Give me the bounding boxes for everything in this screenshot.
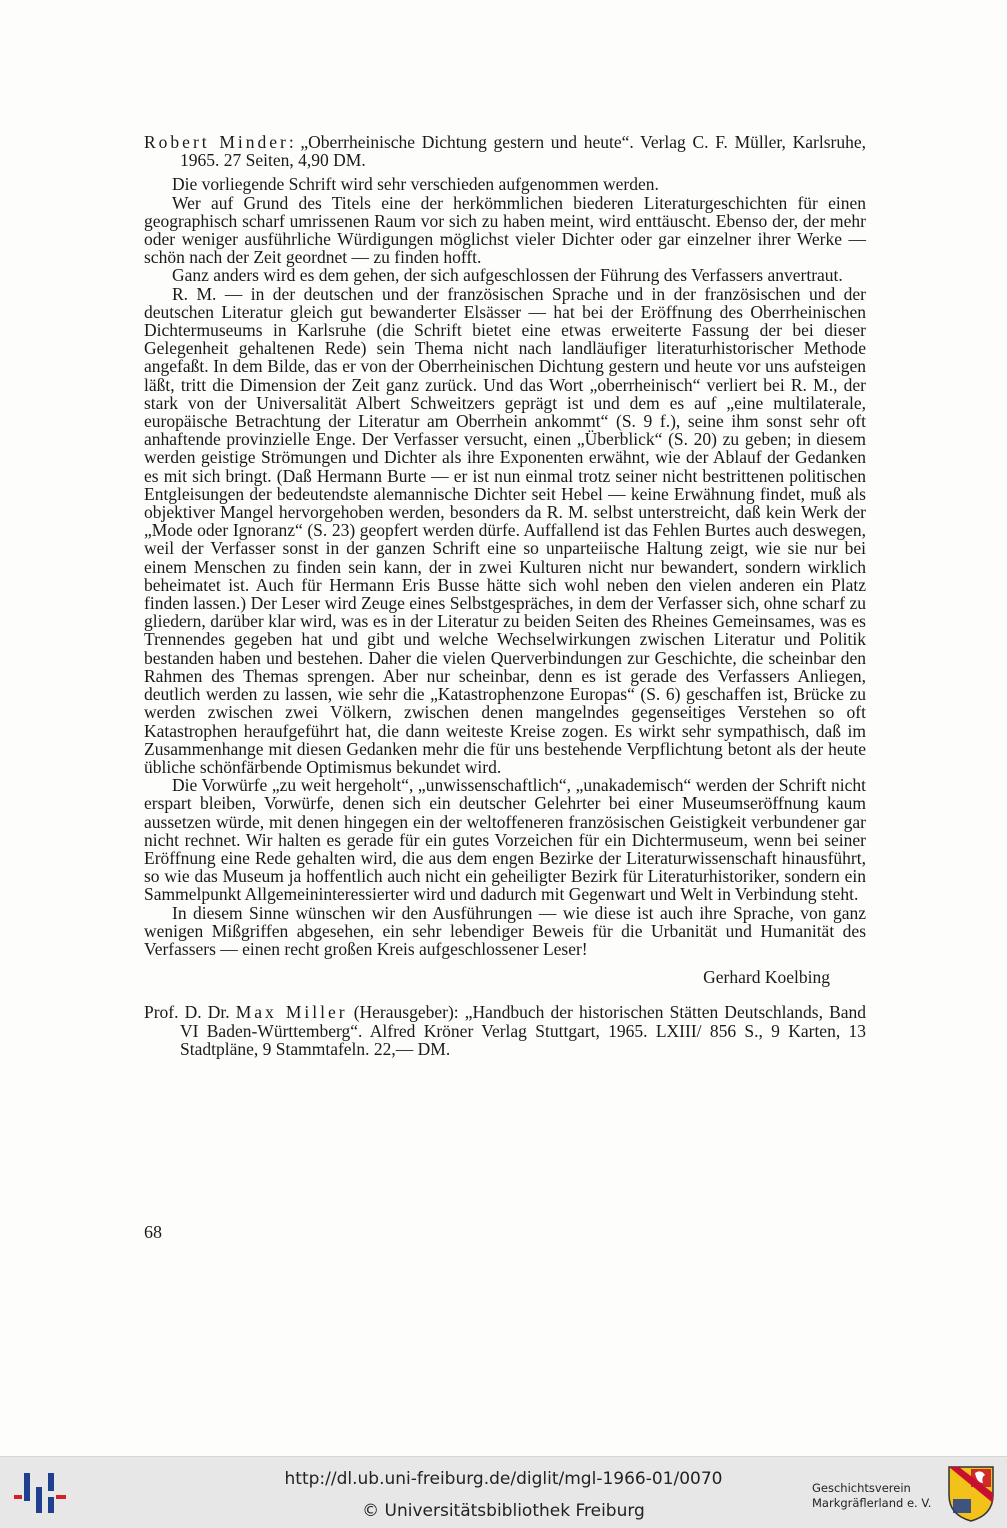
review1-citation-text: : „Oberrheinische Dichtung gestern und heute“. Verlag C. F. Müller, Karlsruhe, 1965. 27 Seiten, 4,90 DM. <box>180 132 866 171</box>
copyright-text: © Universitätsbibliothek Freiburg <box>362 1501 645 1521</box>
viewer-footer <box>0 1456 1007 1528</box>
review-text-column <box>144 133 866 1064</box>
review1-paragraph: R. M. — in der deutschen und der französischen Sprache und in der französischen und der deutschen Literatur gleich gut bewanderter Elsässer — hat bei der Eröffnung des Oberrheinischen Dichtermuseums in Karlsruhe (die Schrift bietet eine etwas erweiterte Fassung der bei dieser Gelegenheit gehaltenen Rede) sein Thema nicht nach landläufiger literaturhistorischer Methode angefaßt. In dem Bilde, das er von der Oberrheinischen Dichtung gestern und heute vor uns aufsteigen läßt, tritt die Dimension der Zeit ganz zurück. Und das Wort „oberrheinisch“ verliert bei R. M., der stark von der Universalität Albert Schweitzers geprägt ist und dem es auf „eine multilaterale, europäische Betrachtung der Literatur am Oberrhein ankommt“ (S. 9 f.), seine ihm sonst sehr oft anhaftende provinzielle Enge. Der Verfasser versucht, einen „Überblick“ (S. 20) zu geben; in diesem werden geistige Strömungen und Dichter als ihre Exponenten erwähnt, wie der Ablauf der Gedanken es mit sich bringt. (Daß Hermann Burte — er ist nun einmal trotz seiner nicht bestrittenen politischen Entgleisungen der bedeutendste alemannische Dichter seit Hebel — keine Erwähnung findet, muß als objektiver Mangel hervorgehoben werden, besonders da R. M. selbst unterstreicht, daß kein Werk der „Mode oder Ignoranz“ (S. 23) geopfert werden dürfe. Auffallend ist das Fehlen Burtes auch deswegen, weil der Verfasser sonst in der ganzen Schrift eine so unparteiische Haltung zeigt, wie sie nur bei einem Menschen zu finden sein kann, der in zwei Kulturen nicht nur bewandert, sondern wirklich beheimatet ist. Auch für Hermann Eris Busse hätte sich wohl neben den vielen anderen ein Platz finden lassen.) Der Leser wird Zeuge eines Selbstgespräches, in dem der Verfasser sich, ohne scharf zu gliedern, darüber klar wird, was es in der Literatur zu beiden Seiten des Rheines Gemeinsames, was es Trennendes gegeben hat und gibt und welche Wechselwirkungen zwischen Literatur und Politik bestanden haben und bestehen. Daher die vielen Querverbindungen zur Geschichte, die scheinbar den Rahmen des Themas sprengen. Aber nur scheinbar, denn es ist gerade des Verfassers Anliegen, deutlich werden zu lassen, wie sehr die „Katastrophenzone Europas“ (S. 6) geschaffen ist, Brücke zu werden zwischen zwei Völkern, zwischen denen mangelndes gegenseitiges Verstehen so oft Katastrophen heraufgeführt hat, die dann weiteste Kreise zogen. Es wirkt sehr sympathisch, daß im Zusammenhange mit diesen Gedanken mehr die für uns bestehende Verpflichtung betont als der heute übliche schönfärbende Optimismus bekundet wird. <box>144 283 866 777</box>
review2-citation-text: (Herausgeber): „Handbuch der historischen Stätten Deutschlands, Band VI Baden-Württemberg“. Alfred Kröner Verlag Stuttgart, 1965. LXIII/ 856 S., 9 Karten, 13 Stadtpläne, 9 Stammtafeln. 22,— DM. <box>180 1002 867 1059</box>
coat-of-arms-icon <box>945 1463 997 1523</box>
document-url-link[interactable]: http://dl.ub.uni-freiburg.de/diglit/mgl-1966-01/0070 <box>284 1469 723 1489</box>
review2-citation <box>144 1003 866 1058</box>
association-line: Geschichtsverein <box>812 1481 911 1495</box>
review1-author: Robert Minder <box>144 132 289 152</box>
page-number: 68 <box>144 1222 162 1242</box>
association-line: Markgräflerland e. V. <box>812 1496 932 1510</box>
review1-paragraph: Die vorliegende Schrift wird sehr verschieden aufgenommen werden. <box>172 174 659 195</box>
association-name <box>812 1481 947 1511</box>
reviewer-signature: Gerhard Koelbing <box>703 967 830 988</box>
review1-citation <box>144 133 866 169</box>
review1-paragraph: Wer auf Grund des Titels eine der herkömmlichen biederen Literaturgeschichten für einen geographisch scharf umrissenen Raum vor sich zu haben meint, wird enttäuscht. Ebenso der, der mehr oder weniger ausführliche Würdigungen möglichst vieler Dichter oder gar einzelner ihrer Werke — schön nach der Zeit geordnet — zu finden hofft. <box>144 192 866 268</box>
review2-author: Max Miller <box>235 1002 348 1023</box>
review2-prefix: Prof. D. Dr. <box>144 1002 236 1023</box>
review1-paragraph: Die Vorwürfe „zu weit hergeholt“, „unwissenschaftlich“, „unakademisch“ werden der Schrift nicht erspart bleiben, Vorwürfe, denen sich ein deutscher Gelehrter bei einer Museumseröffnung kaum aussetzen würde, mit denen hingegen ein der weltoffeneren französischen Geistigkeit verbundener gar nicht rechnet. Wir halten es gerade für ein gutes Vorzeichen für ein Dichtermuseum, wenn bei seiner Eröffnung eine Rede gehalten wird, die aus dem engen Bezirke der Literaturwissenschaft hinausführt, so wie das Museum ja hoffentlich auch nicht ein geheiligter Bezirk für Literaturhistoriker, sondern ein Sammelpunkt Allgemeininteressierter wird und dadurch mit Gegenwart und Welt in Verbindung steht. <box>144 775 866 905</box>
review1-paragraph: Ganz anders wird es dem gehen, der sich aufgeschlossen der Führung des Verfassers anvertraut. <box>172 265 843 286</box>
review1-paragraph: In diesem Sinne wünschen wir den Ausführungen — wie diese ist auch ihre Sprache, von ganz wenigen Mißgriffen abgesehen, ein sehr lebendiger Beweis für die Urbanität und Humanität des Verfassers — einen recht großen Kreis aufgeschlossener Leser! <box>144 902 866 959</box>
